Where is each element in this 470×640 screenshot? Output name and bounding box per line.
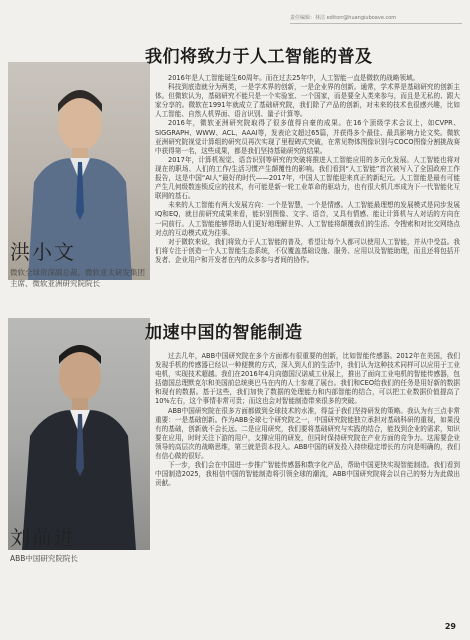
portrait-illustration [8,318,150,550]
author-signature: 洪小文 [10,240,76,264]
paragraph: 未来的人工智能有两大发展方向：一个是智慧，一个是情感。人工智能最理想的发展模式是同步发展IQ和EQ，就目前研究成果来看，能识别图像、文字、语音，又具有情感、能让计算机与人对话的方向在一同前行。人工智能能够帮助人们更好地理解世界、人工智能将颠覆我们的生活、令搜索和对比交网络点对点的互动模式成为往事。 [155,201,460,237]
paragraph: 对于微软来说，我们将致力于人工智能的普及，希望让每个人都可以使用人工智能，并从中受益。我们将专注于创造一个人工智能生态系统，不仅覆盖基础设施、服务、应用以及智能助理，而且还将包括开发者、企业用户和开发者在内的众多参与者间的协作。 [155,237,460,264]
paragraph: 2016年是人工智能诞生60周年。而在过去25年中，人工智能一直是微软的战略领域。 [168,74,420,82]
paragraph: 科技到底造就分为两类，一是学术界的创新，一是企业界的创新。通常，学术界是基础研究的创新主体。但微软认为，基础研究不能只是一个实验室、一个国家，而是要全人类来参与，而且是无私的、跟大家分享的。微软在1991年就成立了基础研究院，我们除了产品的创新，对未来的技术也很感兴趣，比如人工智能、自然人机界面、语言识别、量子计算等。 [155,83,460,119]
author-caption-liu [8,522,150,564]
paragraph: ABB中国研究院在很多方面都做到全球技术的水准，得益于我们坚持研发的策略。我认为有三点非常重要：一是基础创新。作为ABB全球七个研究院之一，中国研究院能独立承担对基础科研的重视，如果没有的基础，创新就不会长远。二是应用研究，我们要将基础研究与实践的结合，能找到企业的需求，知识要在应用，时时关注下游的用户，支撑应用的研发，但同时保持研究院在产业方面的竞争力。这需要企业领导的高层次的战略思维，第三就是资本投入。ABB中国的研发投入持续稳定增长的方向是明确的，我们有信心做的很好。 [155,406,460,461]
article-body-2 [155,352,460,488]
paragraph: 过去几年，ABB中国研究院在多个方面都有很重要的创新，比如智能传感器。2012年在美国，我们发现手机的传感器已经以一种便携的方式，深入到人们的生活中，我们认为这种技术同样可以应用于工业电机，实现技术超越。我们在2016年4月向德国汉诺威工业展上，推出了面向工业电机的智能传感器，包括德国总理默克尔和美国前总统奥巴马在内的人士参观了展台。我们和CEO给我们的任务是用好新的数据和现有的数据。基于这些，我们加快了数据的处理能力和内部智能的结合，可以把工业数据价值提高了10%左右，这个事情非常可贵；而这也会对智能制造带来很多的突破。 [155,352,460,406]
page-number: 29 [444,622,456,631]
author-role: ABB中国研究院院长 [10,554,78,563]
page-header: 责任编辑：林洁 editorr@huangiuboave.com [290,14,462,24]
article-title: 加速中国的智能制造 [145,323,303,343]
article-title: 我们将致力于人工智能的普及 [145,47,373,67]
author-role: 微软全球资深副总裁、微软亚太研发集团主席、微软亚洲研究院院长 [10,268,145,288]
paragraph: 下一步，我们会在中国进一步推广智能传感器和数字化产品，帮助中国更快实现智能制造。我们看到中国制造2025，我相信中国的智能制造将引领全球的潮流，ABB中国研究院将会以自己的努力为此做出贡献。 [155,461,460,488]
paragraph: 2017年，计算机视觉、语音识别等研究的突破将推进人工智能应用的多元化发展。人工智能也将对现在的职场、人们的工作/生活习惯产生颠覆性的影响。我们看到“人工智能”首次被写入了全国政府工作报告，这是中国“AI人”最好的时代——2017年，中国人工智能迎来真正的新纪元。人工智能是最有可能产生几何级数连锁反应的技术，有可能是新一轮工业革命的驱动力，也有很大机几率成为下一代智能化互联网的基石。 [155,155,460,201]
author-caption-hong [8,236,150,289]
author-signature: 刘前进 [10,526,76,550]
author-photo-liu [8,318,150,550]
article-body-1 [155,74,460,265]
paragraph: 2016年，微软亚洲研究院取得了很多值得自豪的成果。在16个顶级学术会议上，如CVPR、SIGGRAPH、WWW、ACL、AAAI等，发表论文超过65篇，并获得多个最佳、最具影响力论文奖。微软亚洲研究院视觉计算组的研究员再次实现了里程碑式突破，在常见物体图像识别与COCO图像分割挑战赛中获得第一名，这些成果，都是我们坚持基础研究的结果。 [155,119,460,155]
